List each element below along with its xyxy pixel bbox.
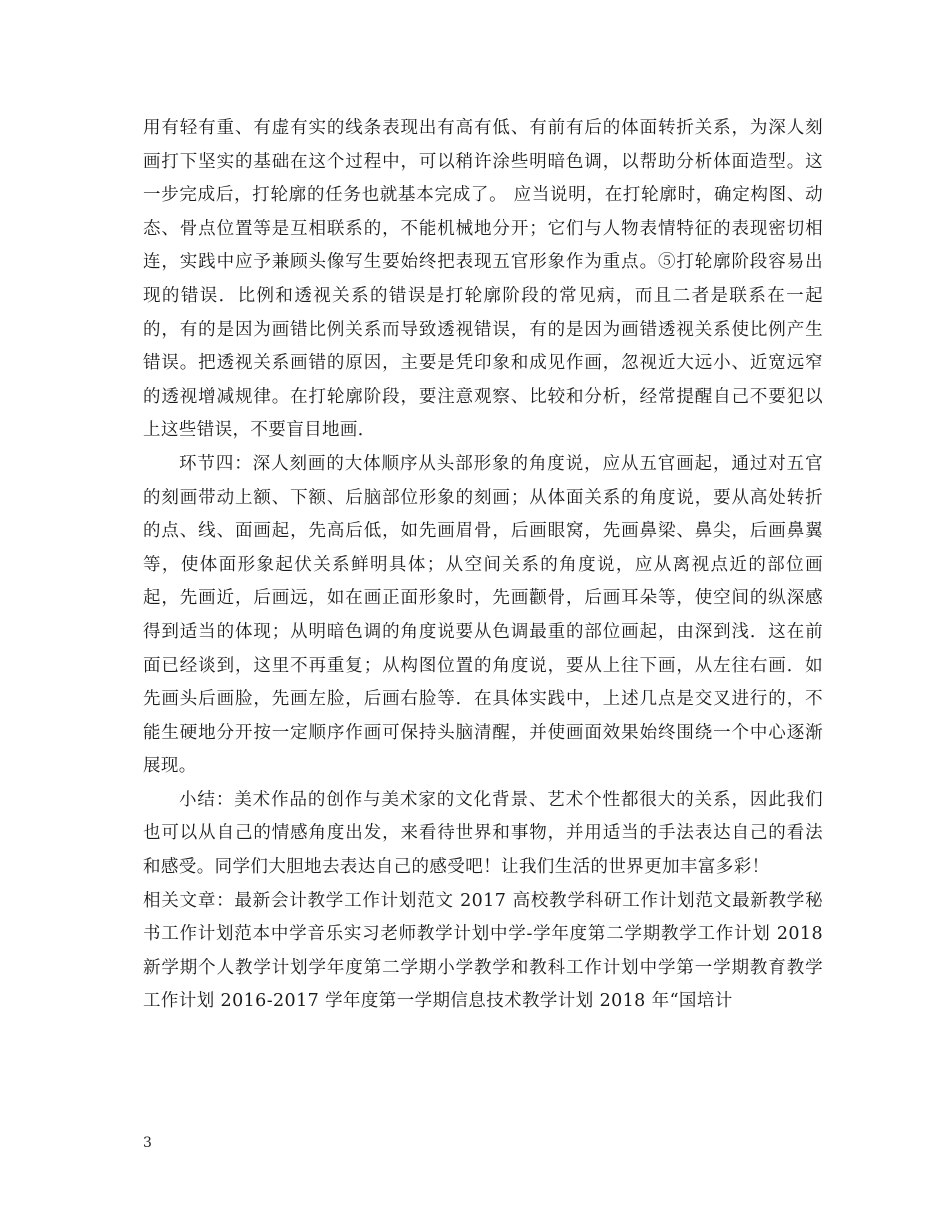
paragraph-related-articles: 相关文章：最新会计教学工作计划范文 2017 高校教学科研工作计划范文最新教学秘书工作计划范本中学音乐实习老师教学计划中学-学年度第二学期教学工作计划 2018 新学期个人教学计划学年度第二学期小学教学和教科工作计划中学第一学期教育教学工作计划 2016-2017 学年度第一学期信息技术教学计划 2018 年“国培计 xyxy=(143,890,823,1012)
document-body xyxy=(143,112,823,1019)
paragraph-contour-errors: 用有轻有重、有虚有实的线条表现出有高有低、有前有后的体面转折关系，为深人刻画打下坚实的基础在这个过程中，可以稍许涂些明暗色调，以帮助分析体面造型。这一步完成后，打轮廓的任务也就基本完成了。 应当说明，在打轮廓时，确定构图、动态、骨点位置等是互相联系的，不能机械地分开；它们与人物表情特征的表现密切相连，实践中应予兼顾头像写生要始终把表现五官形象作为重点。⑤打轮廓阶段容易出现的错误．比例和透视关系的错误是打轮廓阶段的常见病，而且二者是联系在一起的，有的是因为画错比例关系而导致透视错误，有的是因为画错透视关系使比例产生错误。把透视关系画错的原因，主要是凭印象和成见作画，忽视近大远小、近宽远窄的透视增减规律。在打轮廓阶段，要注意观察、比较和分析，经常提醒自己不要犯以上这些错误，不要盲目地画． xyxy=(143,118,823,441)
paragraph-summary: 小结：美术作品的创作与美术家的文化背景、艺术个性都很大的关系，因此我们也可以从自己的情感角度出发，来看待世界和事物，并用适当的手法表达自己的看法和感受。同学们大胆地去表达自己的感受吧！让我们生活的世界更加丰富多彩！ xyxy=(143,789,823,878)
paragraph-step-four: 环节四：深人刻画的大体顺序从头部形象的角度说，应从五官画起，通过对五官的刻画带动上额、下额、后脑部位形象的刻画；从体面关系的角度说，要从高处转折的点、线、面画起，先高后低，如先画眉骨，后画眼窝，先画鼻梁、鼻尖，后画鼻翼等，使体面形象起伏关系鲜明具体；从空间关系的角度说，应从离视点近的部位画起，先画近，后画远，如在画正面形象时，先画颧骨，后画耳朵等，使空间的纵深感得到适当的体现；从明暗色调的角度说要从色调最重的部位画起，由深到浅．这在前面已经谈到，这里不再重复；从构图位置的角度说，要从上往下画，从左往右画．如先画头后画脸，先画左脸，后画右脸等．在具体实践中，上述几点是交叉进行的，不能生硬地分开按一定顺序作画可保持头脑清醒，并使画面效果始终围绕一个中心逐渐展现。 xyxy=(143,453,823,777)
page-number: 3 xyxy=(143,1135,152,1151)
